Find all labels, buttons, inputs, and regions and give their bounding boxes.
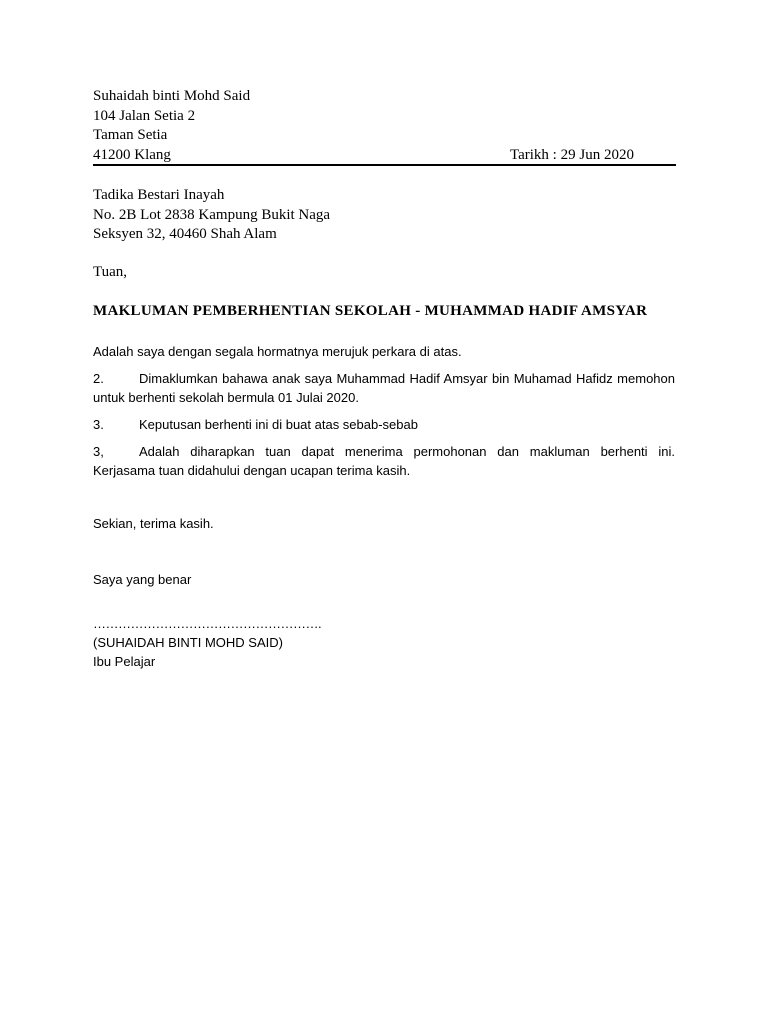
paragraph-3-number: 3. [93,417,104,432]
sender-address-line-2: Taman Setia [93,127,168,143]
letter-subject: MAKLUMAN PEMBERHENTIAN SEKOLAH - MUHAMMAD HADIF AMSYAR [93,303,648,319]
sender-name: Suhaidah binti Mohd Said [93,88,251,104]
paragraph-4 [93,442,675,480]
paragraph-4-number: 3, [93,444,104,459]
intro-paragraph: Adalah saya dengan segala hormatnya merujuk perkara di atas. [93,344,462,359]
recipient-address-block [93,186,330,245]
recipient-address-line-1: No. 2B Lot 2838 Kampung Bukit Naga [93,206,331,223]
paragraph-3-text: Keputusan berhenti ini di buat atas sebab-sebab [139,417,418,432]
salutation: Tuan, [93,264,128,280]
sender-address-line-3: 41200 Klang [93,146,171,163]
recipient-address-line-2: Seksyen 32, 40460 Shah Alam [93,226,277,242]
signatory-name: (SUHAIDAH BINTI MOHD SAID) [93,635,283,650]
paragraph-3 [93,415,675,434]
sender-address-line-3-row [93,146,676,166]
letter-date: Tarikh : 29 Jun 2020 [510,146,634,163]
sender-address-line-1: 104 Jalan Setia 2 [93,107,196,124]
recipient-name: Tadika Bestari Inayah [93,187,225,203]
yours-truly: Saya yang benar [93,572,192,587]
paragraph-2-text: Dimaklumkan bahawa anak saya Muhammad Hadif Amsyar bin Muhamad Hafidz memohon untuk berhenti sekolah bermula 01 Julai 2020. [93,371,675,405]
paragraph-4-text: Adalah diharapkan tuan dapat menerima permohonan dan makluman berhenti ini. Kerjasama tuan didahului dengan ucapan terima kasih. [93,444,675,478]
header-divider [93,164,676,166]
signature-line: ………………………………………………. [93,616,322,631]
signatory-role: Ibu Pelajar [93,654,156,669]
paragraph-2-number: 2. [93,371,104,386]
closing-text: Sekian, terima kasih. [93,516,214,531]
sender-address-block [93,87,676,165]
paragraph-2 [93,369,675,407]
